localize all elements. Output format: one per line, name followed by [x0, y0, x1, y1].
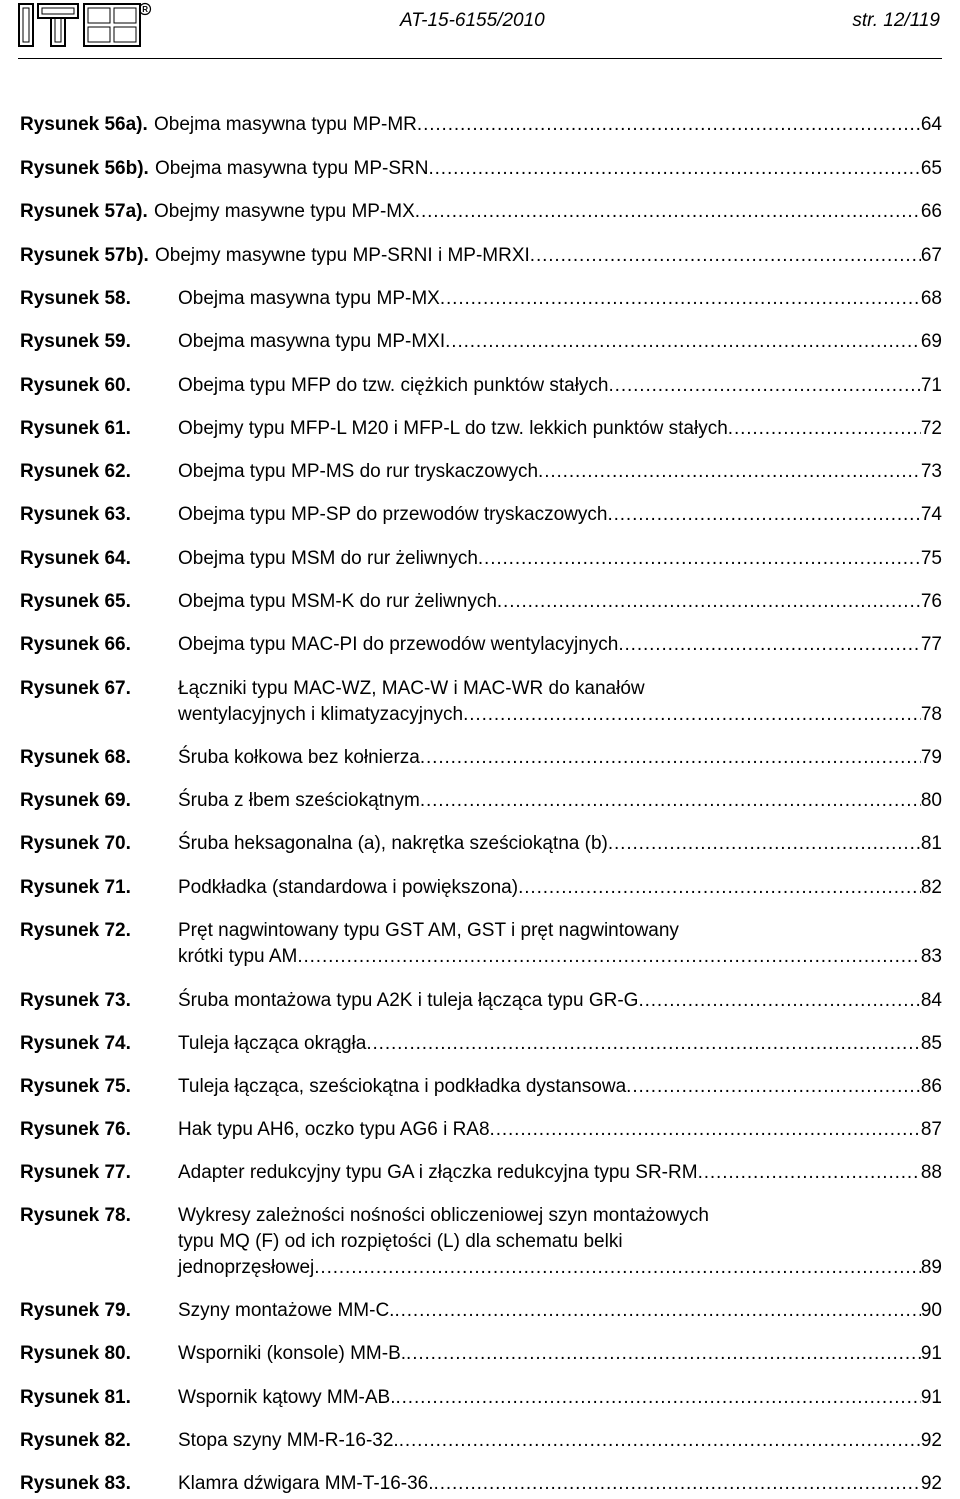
- figure-label: Rysunek 82.: [20, 1430, 131, 1451]
- figure-title: [178, 875, 942, 901]
- dot-leader: [538, 459, 921, 485]
- dot-leader: [417, 112, 921, 138]
- figure-title-line: wentylacyjnych i klimatyzacyjnych: [178, 704, 464, 725]
- figure-title: [178, 1385, 942, 1411]
- figure-title-line: Obejma typu MP-MS do rur tryskaczowych: [178, 461, 539, 482]
- figure-title: [178, 1298, 942, 1324]
- figure-title-line: typu MQ (F) od ich rozpiętości (L) dla schematu belki: [178, 1231, 623, 1252]
- figure-title-line: Obejma typu MSM do rur żeliwnych: [178, 548, 478, 569]
- figure-label: Rysunek 60.: [20, 375, 131, 396]
- figure-label: Rysunek 66.: [20, 634, 131, 655]
- page-reference[interactable]: 71: [920, 375, 942, 396]
- dot-leader: [698, 1160, 921, 1186]
- figure-label: Rysunek 69.: [20, 790, 131, 811]
- header-divider: [18, 58, 942, 59]
- dot-leader: [463, 702, 921, 728]
- figure-title: [20, 243, 942, 269]
- figure-title: [20, 199, 942, 225]
- dot-leader: [638, 988, 920, 1014]
- figure-label: Rysunek 57a).: [20, 201, 148, 222]
- page-reference[interactable]: 67: [920, 245, 942, 266]
- figure-title-line: Obejmy masywne typu MP-MX: [154, 201, 415, 222]
- page-reference[interactable]: 92: [920, 1473, 942, 1494]
- page-reference[interactable]: 68: [920, 288, 942, 309]
- figure-label: Rysunek 77.: [20, 1162, 131, 1183]
- page-reference[interactable]: 72: [920, 418, 942, 439]
- figure-label: Rysunek 61.: [20, 418, 131, 439]
- dot-leader: [607, 502, 920, 528]
- figure-title-line: Obejma typu MP-SP do przewodów tryskaczowych: [178, 504, 608, 525]
- figure-title: [20, 156, 942, 182]
- dot-leader: [608, 831, 921, 857]
- figure-title: [178, 745, 942, 771]
- page-reference[interactable]: 81: [920, 833, 942, 854]
- page-reference[interactable]: 88: [920, 1162, 942, 1183]
- figure-title: [178, 546, 942, 572]
- figure-title-line: Podkładka (standardowa i powiększona): [178, 877, 519, 898]
- figure-label: Rysunek 74.: [20, 1033, 131, 1054]
- figure-title: [178, 788, 942, 814]
- dot-leader: [445, 329, 921, 355]
- page-reference[interactable]: 92: [920, 1430, 942, 1451]
- page-reference[interactable]: 82: [920, 877, 942, 898]
- page-reference[interactable]: 91: [920, 1387, 942, 1408]
- figure-title: [178, 831, 942, 857]
- dot-leader: [366, 1031, 921, 1057]
- dot-leader: [440, 286, 921, 312]
- page-reference[interactable]: 87: [920, 1119, 942, 1140]
- figure-title-line: Szyny montażowe MM-C.: [178, 1300, 395, 1321]
- figure-title-line: Tuleja łącząca okrągła: [178, 1033, 367, 1054]
- page-reference[interactable]: 74: [920, 504, 942, 525]
- figure-title-line: Obejma masywna typu MP-MXI: [178, 331, 446, 352]
- dot-leader: [297, 944, 921, 970]
- figure-title-line: Obejma masywna typu MP-MX: [178, 288, 440, 309]
- figure-label: Rysunek 58.: [20, 288, 131, 309]
- figure-title-line: Pręt nagwintowany typu GST AM, GST i pręt nagwintowany: [178, 920, 679, 941]
- figure-label: Rysunek 67.: [20, 678, 131, 699]
- page-reference[interactable]: 65: [920, 158, 942, 179]
- figure-label: Rysunek 64.: [20, 548, 131, 569]
- page-reference[interactable]: 73: [920, 461, 942, 482]
- figure-title: [178, 589, 942, 615]
- figure-label: Rysunek 81.: [20, 1387, 131, 1408]
- page-reference[interactable]: 91: [920, 1343, 942, 1364]
- figure-title: [178, 416, 942, 442]
- dot-leader: [626, 1074, 921, 1100]
- page-reference[interactable]: 86: [920, 1076, 942, 1097]
- page-header: [0, 0, 960, 56]
- page-reference[interactable]: 80: [920, 790, 942, 811]
- figure-label: Rysunek 56b).: [20, 158, 149, 179]
- figure-title: [178, 1160, 942, 1186]
- figure-title: [178, 459, 942, 485]
- page-reference[interactable]: 84: [920, 990, 942, 1011]
- figure-title-line: Obejmy masywne typu MP-SRNI i MP-MRXI: [155, 245, 530, 266]
- figure-title-line: Śruba heksagonalna (a), nakrętka sześciokątna (b): [178, 833, 608, 854]
- figure-title: [178, 676, 942, 728]
- svg-text:R: R: [142, 5, 149, 14]
- figure-label: Rysunek 57b).: [20, 245, 149, 266]
- page-reference[interactable]: 85: [920, 1033, 942, 1054]
- figure-title-line: Stopa szyny MM-R-16-32.: [178, 1430, 399, 1451]
- page-reference[interactable]: 77: [920, 634, 942, 655]
- figure-title-line: jednoprzęsłowej: [178, 1257, 315, 1278]
- dot-leader: [609, 373, 921, 399]
- figure-title-line: Śruba kołkowa bez kołnierza: [178, 747, 420, 768]
- page-reference[interactable]: 66: [920, 201, 942, 222]
- figure-title: [178, 329, 942, 355]
- dot-leader: [618, 632, 921, 658]
- itb-logo-icon: [18, 2, 152, 50]
- figure-title-line: Obejma masywna typu MP-MR: [154, 114, 417, 135]
- figure-title: [178, 1074, 942, 1100]
- page-reference[interactable]: 75: [920, 548, 942, 569]
- figure-title-line: krótki typu AM: [178, 946, 298, 967]
- figure-label: Rysunek 63.: [20, 504, 131, 525]
- figure-title: [178, 918, 942, 970]
- figure-title-line: Hak typu AH6, oczko typu AG6 i RA8: [178, 1119, 490, 1140]
- figure-label: Rysunek 65.: [20, 591, 131, 612]
- page-reference[interactable]: 69: [920, 331, 942, 352]
- dot-leader: [490, 1117, 921, 1143]
- figure-title-line: Obejma typu MFP do tzw. ciężkich punktów stałych: [178, 375, 609, 396]
- figure-title-line: Obejma typu MSM-K do rur żeliwnych: [178, 591, 497, 612]
- figure-label: Rysunek 56a).: [20, 114, 148, 135]
- figure-label: Rysunek 75.: [20, 1076, 131, 1097]
- figure-label: Rysunek 71.: [20, 877, 131, 898]
- figure-title: [178, 286, 942, 312]
- figure-title: [178, 1117, 942, 1143]
- figure-title: [178, 1428, 942, 1454]
- figure-title-line: Wspornik kątowy MM-AB.: [178, 1387, 396, 1408]
- figure-title: [178, 502, 942, 528]
- figure-title: [178, 1031, 942, 1057]
- dot-leader: [415, 199, 921, 225]
- figure-label: Rysunek 79.: [20, 1300, 131, 1321]
- figure-title-line: Obejma masywna typu MP-SRN: [155, 158, 429, 179]
- figure-title: [178, 988, 942, 1014]
- dot-leader: [518, 875, 921, 901]
- page-reference[interactable]: 89: [920, 1257, 942, 1278]
- figure-title-line: Obejmy typu MFP-L M20 i MFP-L do tzw. lekkich punktów stałych: [178, 418, 728, 439]
- figure-title: [178, 1471, 942, 1497]
- figure-label: Rysunek 83.: [20, 1473, 131, 1494]
- figure-label: Rysunek 80.: [20, 1343, 131, 1364]
- page-reference[interactable]: 79: [920, 747, 942, 768]
- dot-leader: [530, 243, 921, 269]
- figure-title: [178, 632, 942, 658]
- dot-leader: [395, 1385, 920, 1411]
- figure-title-line: Tuleja łącząca, sześciokątna i podkładka dystansowa: [178, 1076, 627, 1097]
- figure-label: Rysunek 73.: [20, 990, 131, 1011]
- figure-title: [178, 373, 942, 399]
- dot-leader: [420, 788, 921, 814]
- page-reference[interactable]: 90: [920, 1300, 942, 1321]
- figure-label: Rysunek 68.: [20, 747, 131, 768]
- figure-title-line: Wsporniki (konsole) MM-B.: [178, 1343, 407, 1364]
- figure-label: Rysunek 62.: [20, 461, 131, 482]
- figure-title: [178, 1203, 942, 1281]
- figure-title-line: Śruba montażowa typu A2K i tuleja łącząca typu GR-G: [178, 990, 639, 1011]
- figure-label: Rysunek 76.: [20, 1119, 131, 1140]
- document-id: AT-15-6155/2010: [400, 10, 545, 31]
- figure-title-line: Łączniki typu MAC-WZ, MAC-W i MAC-WR do kanałów: [178, 678, 645, 699]
- figure-title: [20, 112, 942, 138]
- dot-leader: [428, 156, 920, 182]
- figure-title-line: Obejma typu MAC-PI do przewodów wentylacyjnych: [178, 634, 619, 655]
- page-reference[interactable]: 83: [920, 946, 942, 967]
- dot-leader: [394, 1298, 920, 1324]
- dot-leader: [728, 416, 921, 442]
- figure-title: [178, 1341, 942, 1367]
- dot-leader: [497, 589, 921, 615]
- figure-title-line: Śruba z łbem sześciokątnym: [178, 790, 420, 811]
- dot-leader: [478, 546, 921, 572]
- dot-leader: [420, 745, 921, 771]
- page-reference[interactable]: 64: [920, 114, 942, 135]
- figure-title-line: Wykresy zależności nośności obliczeniowej szyn montażowych: [178, 1205, 709, 1226]
- page-number: str. 12/119: [852, 10, 940, 31]
- figure-title-line: Klamra dźwigara MM-T-16-36.: [178, 1473, 434, 1494]
- figure-label: Rysunek 78.: [20, 1205, 131, 1226]
- dot-leader: [399, 1428, 921, 1454]
- figure-label: Rysunek 72.: [20, 920, 131, 941]
- dot-leader: [314, 1255, 921, 1281]
- page-reference[interactable]: 78: [920, 704, 942, 725]
- figure-label: Rysunek 70.: [20, 833, 131, 854]
- figure-label: Rysunek 59.: [20, 331, 131, 352]
- dot-leader: [406, 1341, 921, 1367]
- page-reference[interactable]: 76: [920, 591, 942, 612]
- dot-leader: [434, 1471, 921, 1497]
- figure-title-line: Adapter redukcyjny typu GA i złączka redukcyjna typu SR-RM: [178, 1162, 698, 1183]
